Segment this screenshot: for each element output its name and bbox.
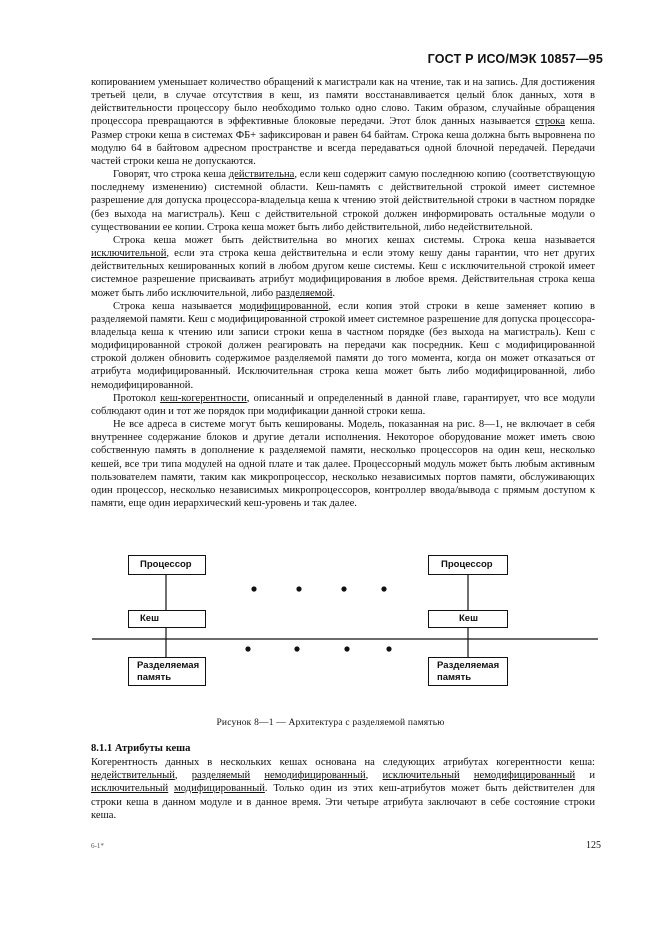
- term-underlined: разделяемой: [275, 287, 333, 299]
- term-underlined: кеш-когерентности: [160, 392, 247, 404]
- ellipsis-dot: [341, 586, 346, 591]
- text-run: Говорят, что строка кеша: [113, 169, 229, 181]
- term-underlined: разделяемый: [191, 770, 251, 782]
- ellipsis-dot: [251, 586, 256, 591]
- term-underlined: действительна: [228, 169, 295, 181]
- term-underlined: модифицированный: [173, 783, 265, 795]
- term-underlined: недействительный: [91, 770, 175, 782]
- text-run: кеша. Размер строки кеша в системах ФБ+ зафиксирован и равен 64 байтам. Строка кеша должна быть выровнена по модулю 64 в байтовом адресном пространстве и всегда передаваться одной блочной передачей. Передачи частей строки кеша не допускаются.: [91, 116, 595, 167]
- term-underlined: исключительный: [382, 770, 460, 782]
- processor-box-right: [428, 555, 508, 575]
- text-run: Когерентность данных в нескольких кешах основана на следующих атрибутах когерентности кеша:: [91, 757, 595, 769]
- cache-box-right: [428, 610, 508, 628]
- box-label: Кеш: [459, 613, 478, 624]
- ellipsis-dot: [245, 646, 250, 651]
- text-run: [250, 770, 264, 781]
- text-run: Протокол: [113, 392, 161, 404]
- box-label: память: [137, 672, 172, 683]
- term-underlined: исключительный: [91, 783, 169, 795]
- text-run: ,: [174, 770, 192, 782]
- processor-box-left: [128, 555, 206, 575]
- text-run: .: [332, 287, 336, 299]
- text-run: и: [575, 770, 595, 782]
- term-underlined: строка: [535, 116, 565, 128]
- text-run: , если эта строка кеша действительна и если этому кешу даны гарантии, что нет других действительных кешированных копий в любом другом кеше системы. Кеш с исключительной строкой имеет системное разрешение присваивать атрибут модифицирования в любое время. Действительная строка кеша может быть либо исключительной, либо: [91, 248, 595, 299]
- section-paragraph: [91, 756, 595, 822]
- figure-caption: Рисунок 8—1 — Архитектура с разделяемой памятью: [216, 718, 445, 728]
- term-underlined: немодифицированный: [264, 770, 366, 782]
- box-label: Разделяемая: [137, 660, 200, 671]
- footer-mark: 6-1*: [91, 842, 104, 850]
- ellipsis-dot: [381, 586, 386, 591]
- text-run: [460, 770, 474, 781]
- term-underlined: немодифицированный: [473, 770, 576, 782]
- box-label: Процессор: [140, 559, 192, 570]
- ellipsis-dot: [386, 646, 391, 651]
- term-underlined: исключительной: [91, 248, 167, 260]
- text-run: копированием уменьшает количество обращений к магистрали как на чтение, так и на запись. Для достижения третьей цели, в случае отсутствия в кеш, из памяти восстанавливается целый блок данных, хотя в действительности процессору было необходимо только одно слово. Таким образом, случайные обращения процессора превращаются в эффективные блоковые передачи. Этот блок данных называется: [91, 77, 595, 128]
- section-title: 8.1.1 Атрибуты кеша: [91, 743, 191, 754]
- text-run: ,: [365, 770, 383, 782]
- document-header: ГОСТ Р ИСО/МЭК 10857—95: [427, 52, 603, 66]
- term-underlined: модифицированной: [239, 300, 329, 312]
- ellipsis-dot: [344, 646, 349, 651]
- cache-box-left: [128, 610, 206, 628]
- shared-memory-box-left: [128, 657, 206, 686]
- paragraph-6: Не все адреса в системе могут быть кешированы. Модель, показанная на рис. 8—1, не включает в себя внутреннее содержание блоков и другие детали исполнения. Некоторое оборудование может иметь свою собственную память в дополнение к разделяемой памяти, несколько процессоров на один кеш, несколько кешей, все три типа модулей на одной плате и так далее. Процессорный модуль может быть любым активным пользователем памяти, таким как микропроцессор, несколько независимых портов памяти, обслуживающих один процессор, несколько независимых микропроцессоров, контроллер ввода/вывода с прямым доступом к памяти, еще один иерархический кеш-уровень и так далее.: [91, 419, 595, 509]
- text-run: Строка кеша называется: [113, 300, 240, 312]
- shared-memory-box-right: [428, 657, 508, 686]
- text-run: , если кеш содержит самую последнюю копию (соответствующую последнему изменению) системной области. Кеш-память с действительной строкой имеет системное разрешение для допуска процессора-владельца кеша к чтению этой действительной строки в частном порядке (без выхода на магистраль). Кеш с действительной строкой должен информировать остальные модули о существовании ее копии. Строка кеша может быть либо действительной, либо недействительной.: [91, 169, 596, 233]
- text-run: , описанный и определенный в данной главе, гарантирует, что все модули соблюдают один и тот же порядок при модификации данной строки кеша.: [91, 392, 595, 417]
- section-8-1-1: [91, 742, 595, 822]
- box-label: Разделяемая: [437, 660, 500, 671]
- ellipsis-dot: [294, 646, 299, 651]
- text-run: Строка кеша может быть действительна во многих кешах системы. Строка кеша называется: [113, 234, 595, 246]
- ellipsis-dot: [296, 586, 301, 591]
- box-label: Кеш: [140, 613, 159, 624]
- box-label: Процессор: [441, 559, 493, 570]
- page-number: 125: [586, 840, 601, 851]
- text-run: , если копия этой строки в кеше заменяет копию в разделяемой памяти. Кеш с модифицированной строкой имеет системное разрешение для допуска процессора-владельца кеша к чтению или записи строки кеша в частном порядке (без выхода на магистраль). Кеш с модифицированной строкой должен реагировать на передачи как посредник. Кеш с модифицированной строкой должен обновить содержимое разделяемой памяти до того момента, когда он может отказаться от атрибута модифицированный. Исключительная строка кеша может быть либо модифицированной, либо немодифицированной.: [91, 300, 595, 391]
- box-label: память: [437, 672, 472, 683]
- text-run: . Только один из этих кеш-атрибутов может быть действителен для строки кеша в данном модуле и в данное время. Эти четыре атрибута заключают в себе состояние строки кеша.: [91, 783, 595, 821]
